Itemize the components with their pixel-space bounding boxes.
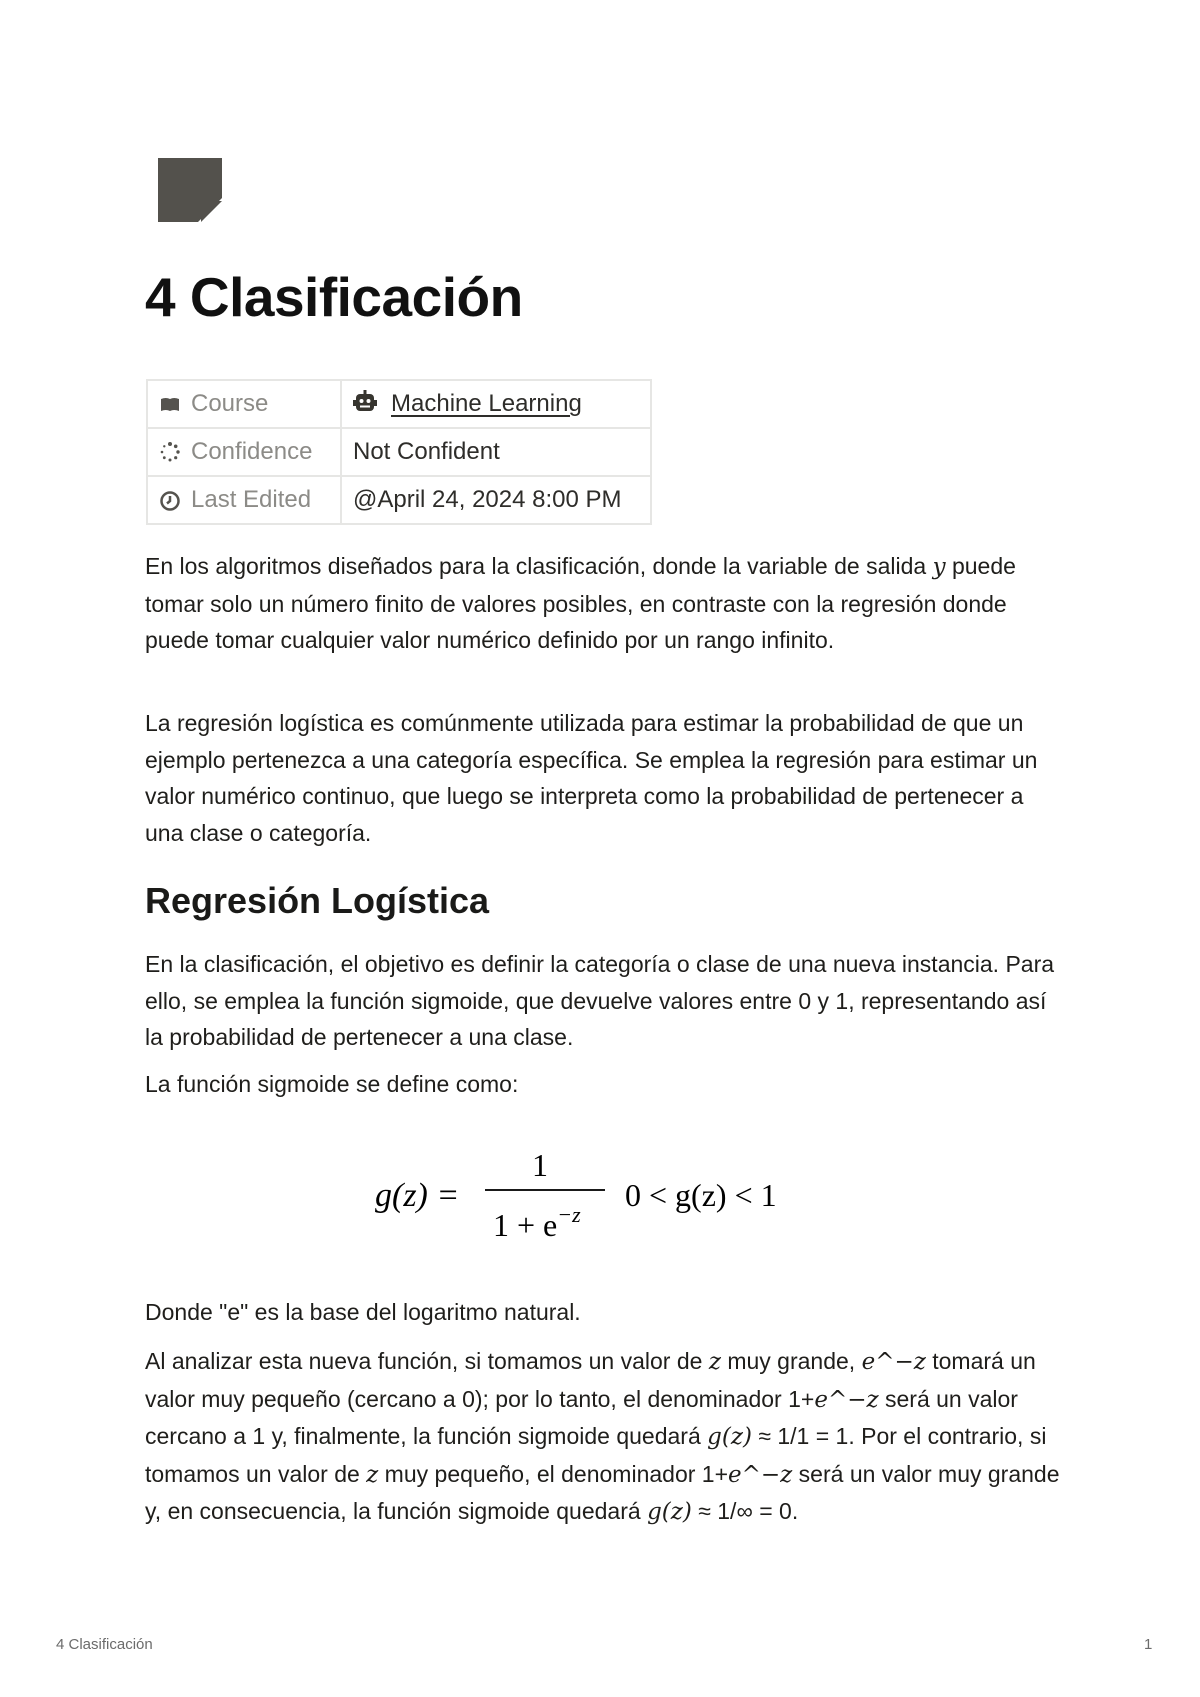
- property-key: [147, 476, 341, 524]
- property-label: Last Edited: [191, 486, 312, 513]
- formula-numerator: 1: [532, 1147, 548, 1183]
- section-paragraph-1: En la clasificación, el objetivo es definir la categoría o clase de una nueva instancia. Para ello, se emplea la función sigmoide, que devuelve valores entre 0 y 1, representando así la probabilidad de pertenecer a una clase.: [145, 951, 1055, 1050]
- after-paragraph-2: Al analizar esta nueva función, si tomamos un valor de z muy grande, e^−z tomará un valor muy pequeño (cercano a 0); por lo tanto, el denominador 1+e^−z será un valor cercano a 1 y, finalmente, la función sigmoide quedará g(z) ≈ 1/1 = 1. Por el contrario, si tomamos un valor de z muy pequeño, el denominador 1+e^−z será un valor muy grande y, en consecuencia, la función sigmoide quedará g(z) ≈ 1/∞ = 0.: [145, 1348, 1060, 1525]
- formula-denominator: $1 + e^{-z}$: [493, 1202, 581, 1243]
- book-icon: [159, 393, 181, 415]
- footer-title: 4 Clasificación: [56, 1636, 153, 1653]
- property-value[interactable]: [341, 380, 651, 428]
- property-row-course: [147, 380, 651, 428]
- property-label: Confidence: [191, 438, 313, 465]
- section-paragraph-2: La función sigmoide se define como:: [145, 1071, 519, 1097]
- document-icon: [158, 158, 222, 222]
- page-number: 1: [1144, 1636, 1153, 1653]
- intro-paragraph-1: En los algoritmos diseñados para la clasificación, donde la variable de salida y puede tomar solo un número finito de valores posibles, en contraste con la regresión donde puede tomar cualquier valor numérico definido por un rango infinito.: [145, 553, 1016, 653]
- clock-icon: [159, 489, 181, 511]
- sigmoid-formula: [375, 1140, 835, 1260]
- properties-table: [146, 379, 652, 525]
- property-label: Course: [191, 390, 269, 417]
- formula-lhs: g(z) =: [375, 1177, 460, 1214]
- page-title: 4 Clasificación: [145, 266, 523, 328]
- intro-paragraph-2: La regresión logística es comúnmente utilizada para estimar la probabilidad de que un ejemplo pertenezca a una categoría específica. Se emplea la regresión para estimar un valor numérico continuo, que luego se interpreta como la probabilidad de pertenecer a una clase o categoría.: [145, 710, 1038, 846]
- property-value[interactable]: @April 24, 2024 8:00 PM: [341, 476, 651, 524]
- course-link[interactable]: Machine Learning: [391, 390, 582, 417]
- math-variable: y: [932, 554, 946, 580]
- after-paragraph-1: Donde "e" es la base del logaritmo natural.: [145, 1299, 581, 1325]
- section-heading: Regresión Logística: [145, 880, 490, 921]
- formula-range: 0 < g(z) < 1: [625, 1177, 777, 1213]
- property-row-last-edited: [147, 476, 651, 524]
- property-row-confidence: [147, 428, 651, 476]
- property-key: [147, 380, 341, 428]
- robot-icon: [353, 390, 377, 414]
- property-key: [147, 428, 341, 476]
- property-value[interactable]: Not Confident: [341, 428, 651, 476]
- loading-icon: [159, 441, 181, 463]
